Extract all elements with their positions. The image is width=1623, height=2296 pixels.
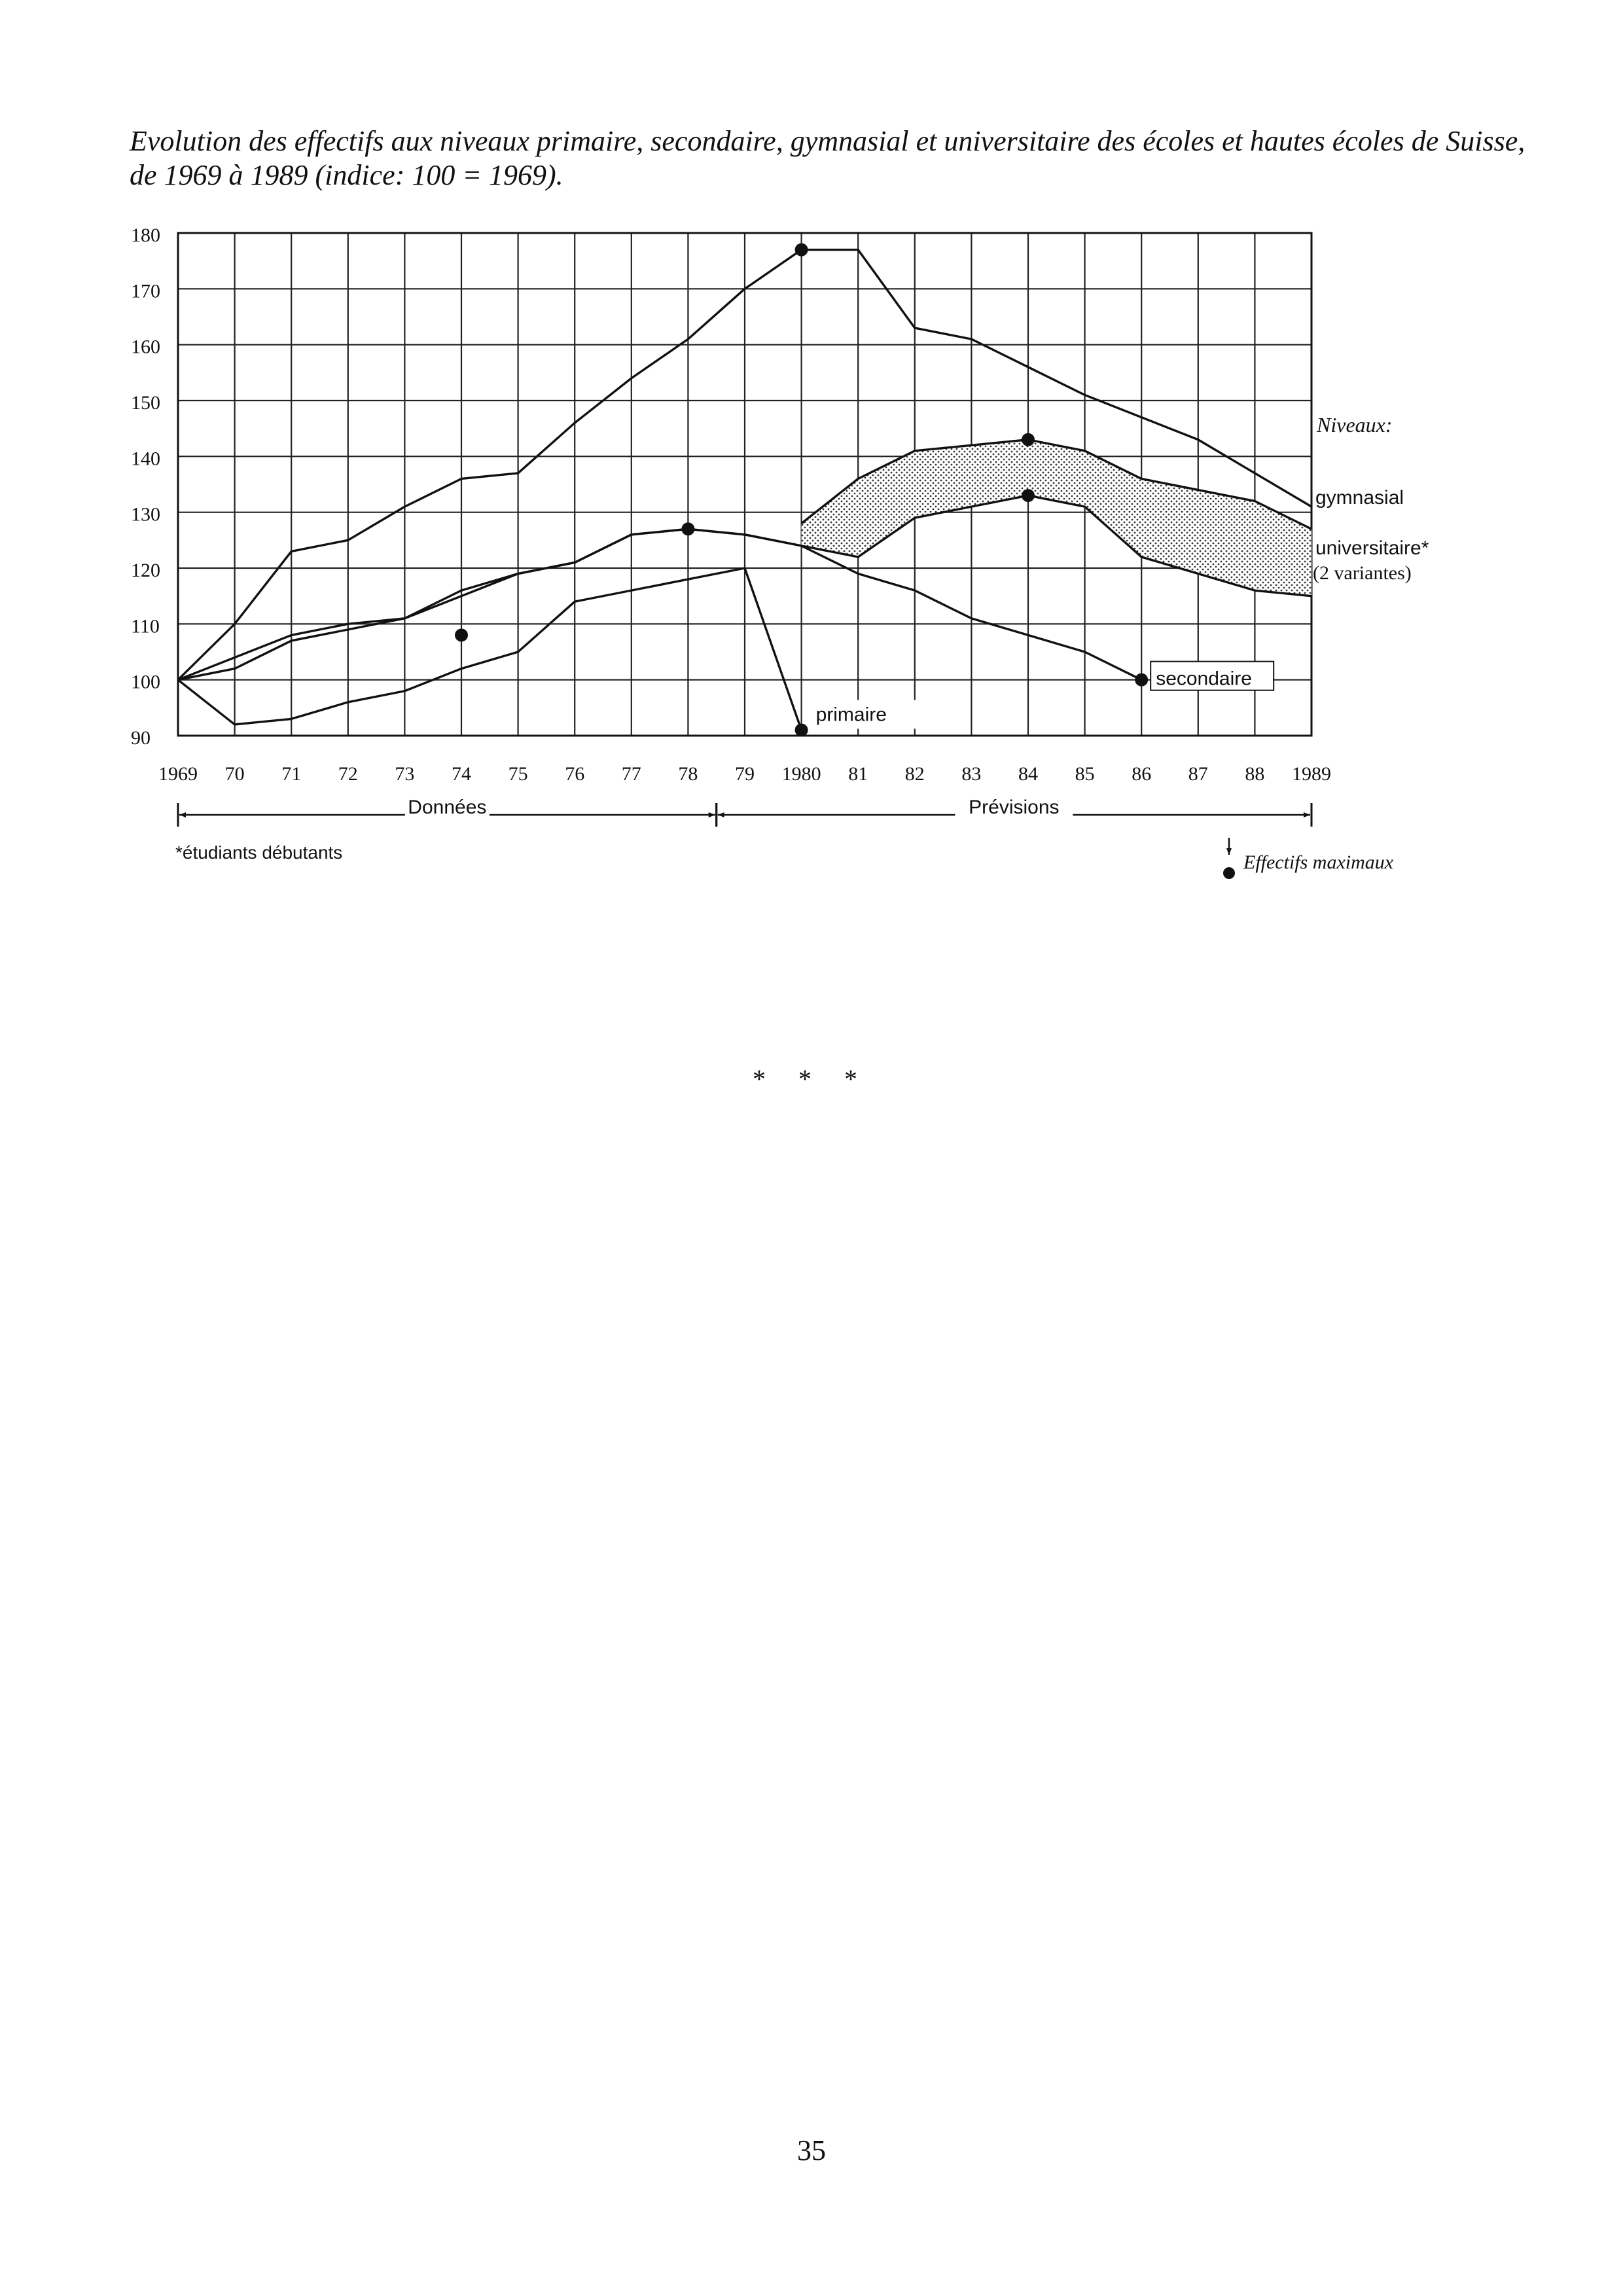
y-tick-label: 90: [131, 727, 151, 749]
label-secondaire: secondaire: [1156, 668, 1252, 690]
peak-marker: [681, 522, 694, 535]
peak-marker-legend-dot: [1223, 867, 1235, 879]
y-tick-label: 170: [131, 280, 160, 302]
chart-title: Evolution des effectifs aux niveaux primaire, secondaire, gymnasial et universitaire des écoles et hautes écoles de Suisse, de 1969 à 1989 (indice: 100 = 1969).: [130, 125, 1525, 191]
x-tick-label: 1980: [781, 763, 821, 785]
x-tick-label: 87: [1188, 763, 1208, 785]
x-tick-label: 71: [281, 763, 302, 785]
legend-title: Niveaux:: [1317, 413, 1393, 437]
period-donnees-label: Données: [408, 797, 487, 818]
page-number: 35: [797, 2134, 826, 2166]
peak-marker: [455, 628, 468, 641]
x-tick-label: 86: [1132, 763, 1152, 785]
peak-marker: [795, 723, 808, 736]
y-tick-label: 160: [131, 336, 160, 358]
x-tick-label: 88: [1245, 763, 1265, 785]
label-universitaire: universitaire*: [1315, 537, 1429, 559]
peak-marker: [1022, 433, 1035, 446]
label-primaire: primaire: [815, 704, 887, 726]
x-tick-label: 78: [678, 763, 698, 785]
y-tick-label: 100: [131, 671, 160, 693]
x-tick-label: 72: [338, 763, 358, 785]
x-tick-label: 73: [395, 763, 415, 785]
x-tick-label: 70: [224, 763, 245, 785]
peak-marker: [1135, 673, 1148, 687]
y-tick-label: 140: [131, 448, 160, 470]
x-tick-label: 1989: [1292, 763, 1331, 785]
x-tick-label: 79: [735, 763, 755, 785]
y-tick-label: 120: [131, 560, 160, 581]
x-tick-label: 83: [961, 763, 982, 785]
x-tick-label: 84: [1018, 763, 1038, 785]
chart-labels: [175, 413, 1429, 879]
section-separator: * * *: [753, 1064, 870, 1094]
y-tick-label: 110: [131, 615, 160, 637]
y-tick-label: 150: [131, 392, 160, 414]
x-tick-label: 1969: [158, 763, 198, 785]
x-tick-label: 77: [621, 763, 641, 785]
peak-marker: [1022, 489, 1035, 502]
marker-legend-label: Effectifs maximaux: [1243, 852, 1394, 873]
label-variantes: (2 variantes): [1313, 562, 1412, 584]
x-tick-label: 76: [565, 763, 585, 785]
universitaire-variants-band: [802, 440, 1311, 596]
x-tick-label: 75: [508, 763, 528, 785]
y-tick-label: 130: [131, 503, 160, 526]
y-tick-label: 180: [131, 224, 160, 246]
label-gymnasial: gymnasial: [1315, 487, 1404, 509]
x-tick-label: 85: [1075, 763, 1095, 785]
series-primaire: [178, 568, 802, 730]
footnote: *étudiants débutants: [175, 842, 343, 863]
x-tick-label: 81: [848, 763, 868, 785]
peak-marker: [795, 243, 808, 257]
period-previsions-label: Prévisions: [969, 797, 1060, 818]
x-tick-label: 82: [904, 763, 925, 785]
series-secondaire: [178, 529, 1141, 679]
universitaire-band: [802, 440, 1311, 596]
x-tick-label: 74: [452, 763, 471, 785]
